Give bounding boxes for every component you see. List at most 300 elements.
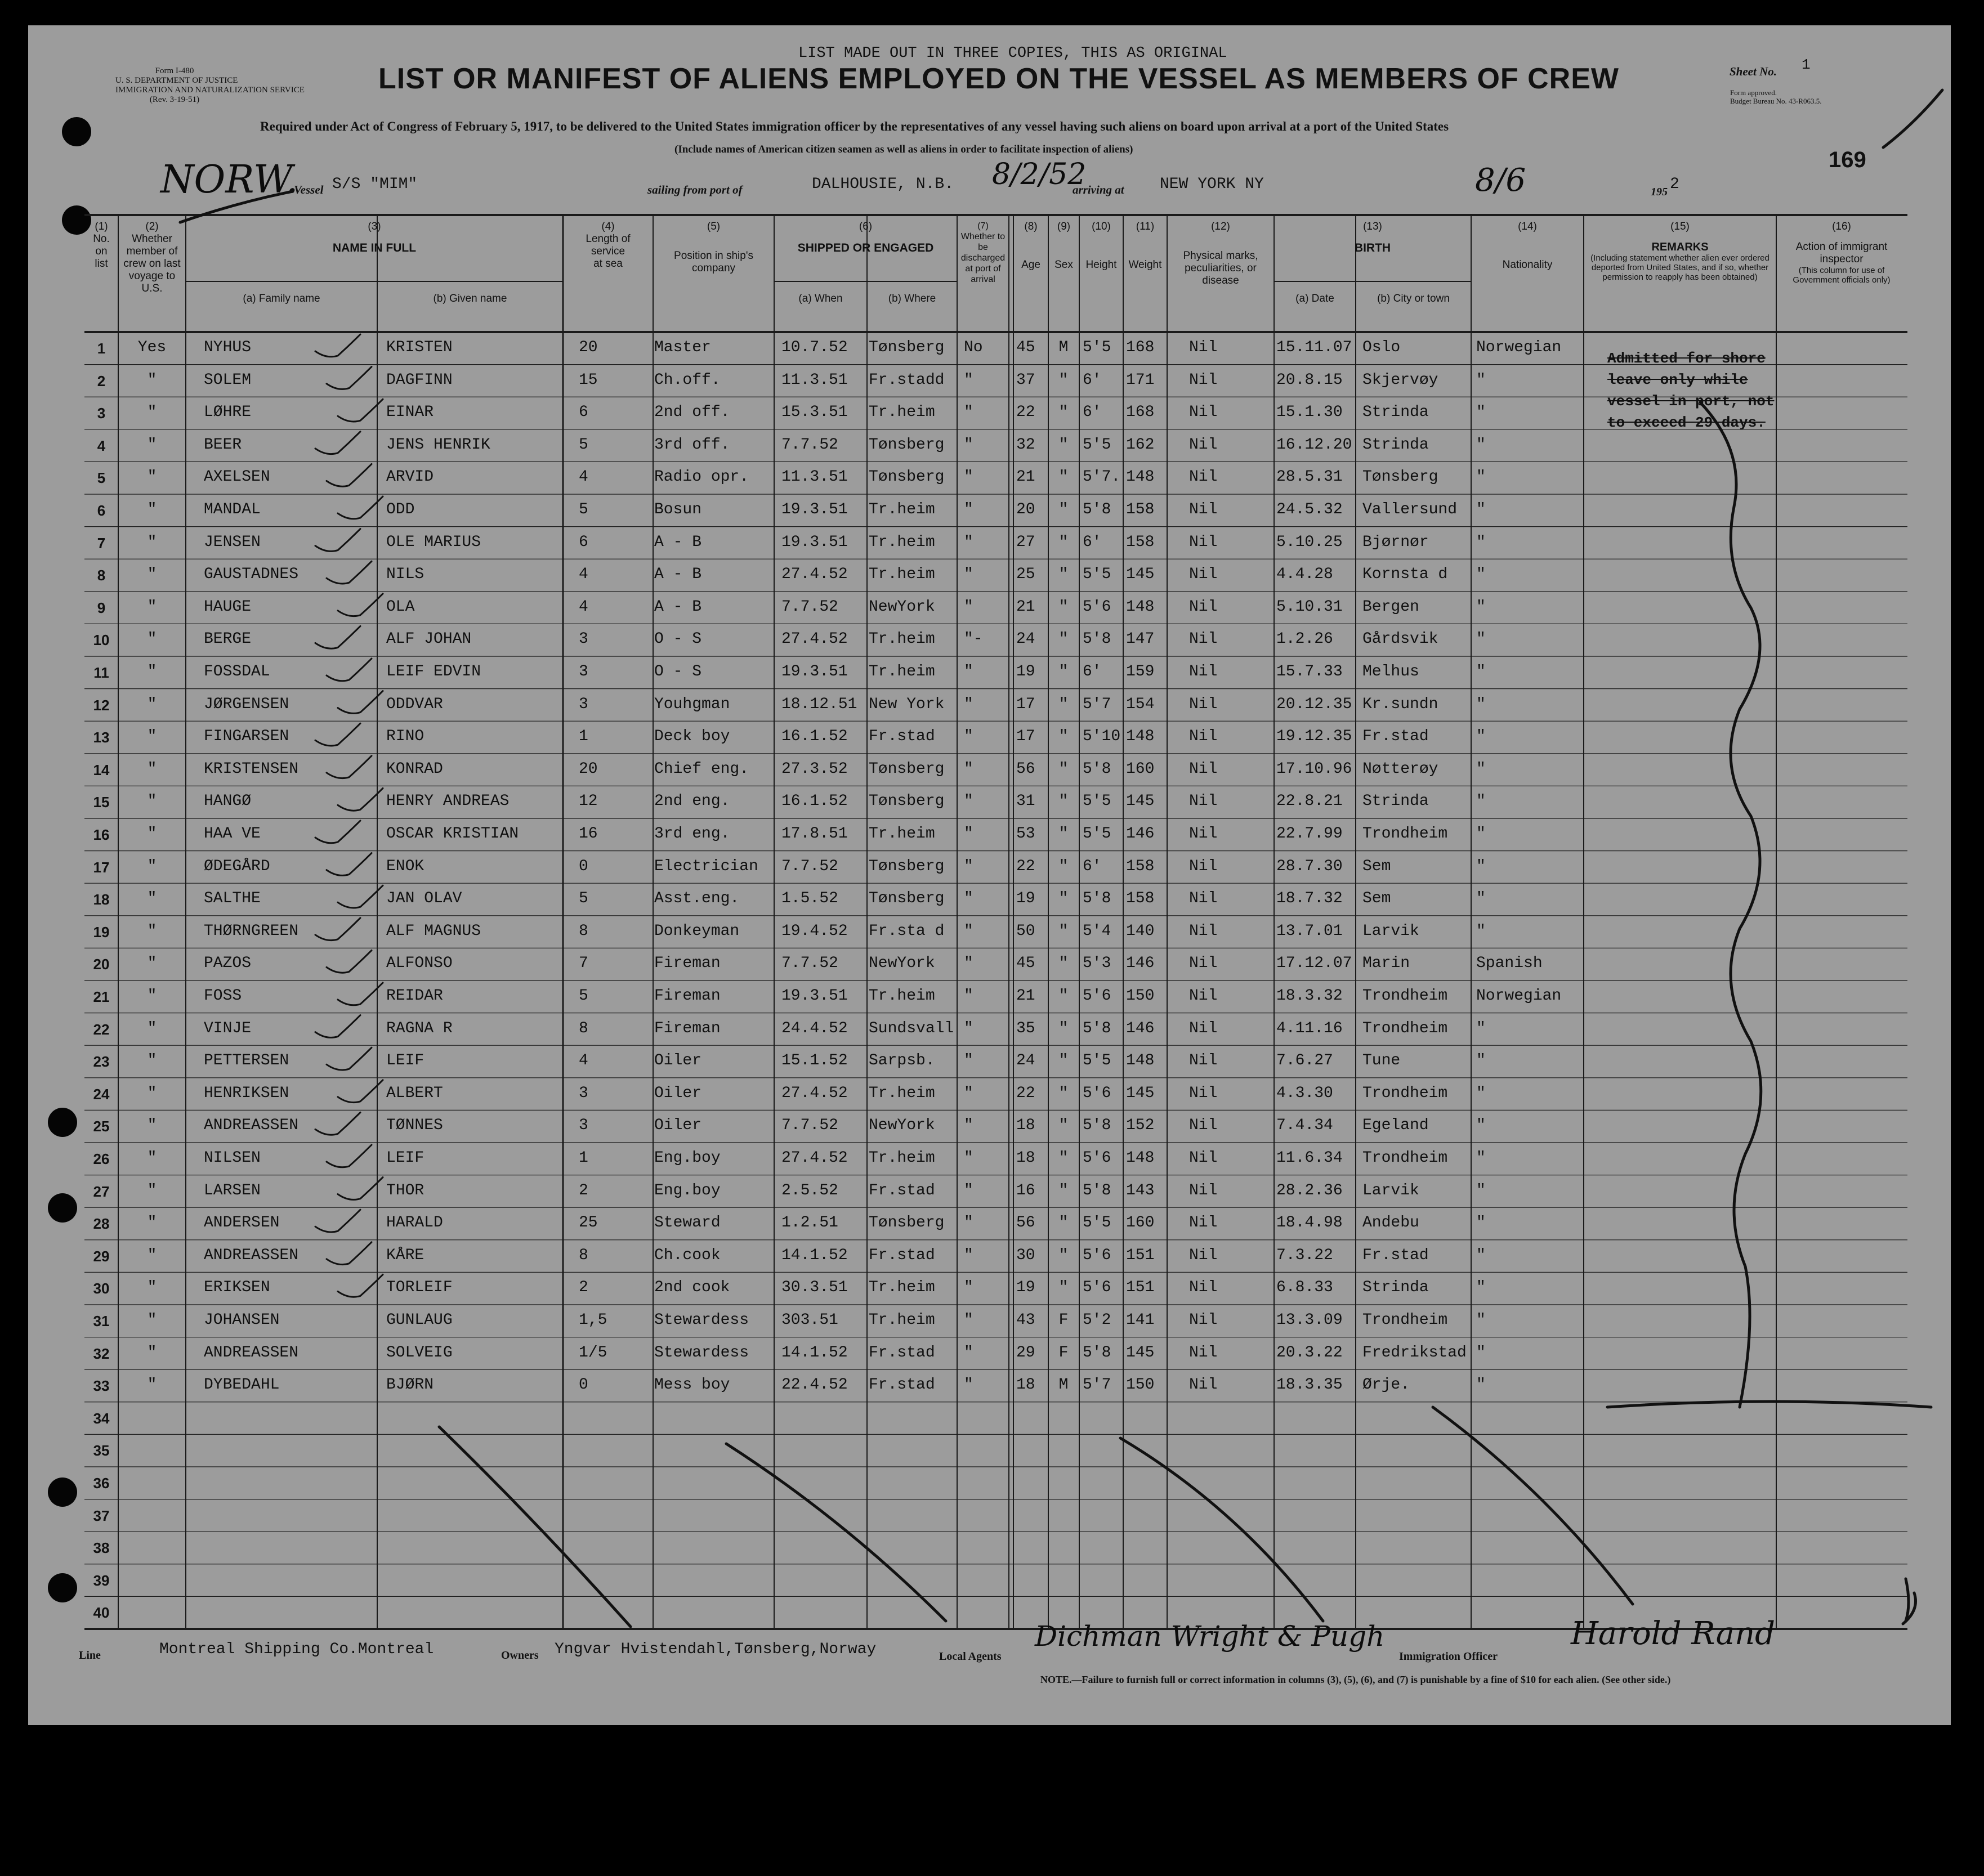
weight: 151 <box>1126 1246 1155 1264</box>
row-number: 2 <box>97 372 106 389</box>
shipped-when: 18.12.51 <box>781 695 857 713</box>
shipped-when: 1.2.51 <box>781 1214 838 1232</box>
crew-last-voyage: " <box>147 1246 157 1264</box>
discharge-flag: " <box>964 1019 973 1037</box>
given-name: ENOK <box>386 857 424 875</box>
row-number: 16 <box>93 826 110 843</box>
sailing-label: sailing from port of <box>647 183 743 196</box>
discharge-flag: " <box>964 1279 973 1297</box>
nationality: " <box>1476 501 1486 518</box>
nationality: " <box>1476 404 1486 422</box>
approval-line: Budget Bureau No. 43-R063.5. <box>1730 97 1822 105</box>
physical-marks: Nil <box>1189 663 1218 680</box>
shipped-when: 19.3.51 <box>781 501 848 518</box>
shipped-when: 14.1.52 <box>781 1344 848 1362</box>
weight: 148 <box>1126 1052 1155 1070</box>
row-number: 27 <box>93 1183 110 1200</box>
age: 25 <box>1016 566 1035 584</box>
shipped-when: 19.3.51 <box>781 987 848 1005</box>
sex: " <box>1058 793 1069 811</box>
discharge-flag: " <box>964 857 973 875</box>
birth-place: Bergen <box>1362 598 1419 616</box>
height: 5'10 <box>1083 728 1121 746</box>
birth-place: Strinda <box>1362 436 1429 454</box>
birth-date: 28.2.36 <box>1276 1181 1343 1199</box>
row-number: 7 <box>97 534 106 552</box>
given-name: NILS <box>386 566 424 584</box>
crew-last-voyage: " <box>147 1019 157 1037</box>
sex: " <box>1058 598 1069 616</box>
weight: 143 <box>1126 1181 1155 1199</box>
weight: 158 <box>1126 857 1155 875</box>
position: Ch.cook <box>654 1246 721 1264</box>
discharge-flag: " <box>964 1376 973 1394</box>
physical-marks: Nil <box>1189 857 1218 875</box>
sex: " <box>1058 1149 1069 1167</box>
nationality: " <box>1476 1117 1486 1135</box>
col-label: Sex <box>1054 259 1073 271</box>
position: Eng.boy <box>654 1181 721 1199</box>
family-name: ANDREASSEN <box>204 1246 299 1264</box>
nationality: " <box>1476 1376 1486 1394</box>
height: 6' <box>1083 533 1102 551</box>
weight: 160 <box>1126 1214 1155 1232</box>
shipped-when: 11.3.51 <box>781 371 848 389</box>
sex: " <box>1058 922 1069 940</box>
shipped-when: 15.3.51 <box>781 404 848 422</box>
weight: 158 <box>1126 501 1155 518</box>
family-name: FINGARSEN <box>204 728 289 746</box>
nationality: " <box>1476 1214 1486 1232</box>
sex: " <box>1058 1117 1069 1135</box>
family-name: JOHANSEN <box>204 1311 280 1329</box>
crew-last-voyage: " <box>147 533 157 551</box>
discharge-flag: " <box>964 695 973 713</box>
col-number: (4) <box>601 221 615 232</box>
sea-service: 1/5 <box>579 1344 607 1362</box>
birth-place: Kr.sundn <box>1362 695 1438 713</box>
row-number: 32 <box>93 1345 110 1362</box>
nationality: " <box>1476 793 1486 811</box>
crew-last-voyage: " <box>147 371 157 389</box>
crew-last-voyage: " <box>147 468 157 486</box>
col-number: (12) <box>1211 221 1230 232</box>
row-number: 25 <box>93 1118 110 1135</box>
age: 37 <box>1016 371 1035 389</box>
discharge-flag: " <box>964 987 973 1005</box>
given-name: BJØRN <box>386 1376 434 1394</box>
nationality: " <box>1476 371 1486 389</box>
check-mark <box>315 918 360 941</box>
age: 32 <box>1016 436 1035 454</box>
row-number: 13 <box>93 729 110 746</box>
shipped-where: Tr.heim <box>869 663 935 680</box>
shipped-where: Fr.stad <box>869 1246 935 1264</box>
birth-place: Trondheim <box>1362 987 1448 1005</box>
discharge-flag: " <box>964 1052 973 1070</box>
family-name: BERGE <box>204 630 252 648</box>
age: 56 <box>1016 1214 1035 1232</box>
physical-marks: Nil <box>1189 1311 1218 1329</box>
sex: " <box>1058 501 1069 518</box>
weight: 150 <box>1126 987 1155 1005</box>
shipped-where: Tr.heim <box>869 533 935 551</box>
nationality: " <box>1476 1246 1486 1264</box>
check-mark <box>315 1112 360 1135</box>
height: 5'6 <box>1083 1246 1111 1264</box>
birth-place: Trondheim <box>1362 825 1448 843</box>
sex: " <box>1058 825 1069 843</box>
family-name: ANDERSEN <box>204 1214 280 1232</box>
nationality: " <box>1476 436 1486 454</box>
physical-marks: Nil <box>1189 1019 1218 1037</box>
crew-last-voyage: " <box>147 630 157 648</box>
family-name: SOLEM <box>204 371 252 389</box>
check-mark <box>338 496 383 519</box>
sea-service: 8 <box>579 1019 588 1037</box>
agents-label: Local Agents <box>939 1650 1002 1663</box>
crew-last-voyage: " <box>147 695 157 713</box>
birth-place: Strinda <box>1362 793 1429 811</box>
row-number: 33 <box>93 1377 110 1395</box>
height: 5'3 <box>1083 955 1111 973</box>
sheet-label: Sheet No. <box>1730 65 1777 78</box>
position: 3rd eng. <box>654 825 730 843</box>
birth-date: 15.1.30 <box>1276 404 1343 422</box>
row-number: 19 <box>93 923 110 941</box>
row-number: 21 <box>93 988 110 1005</box>
family-name: KRISTENSEN <box>204 760 299 778</box>
discharge-flag: " <box>964 1246 973 1264</box>
height: 5'8 <box>1083 1019 1111 1037</box>
position: Steward <box>654 1214 721 1232</box>
col-number: (3) <box>368 221 381 232</box>
sheet-corner-slash <box>1883 90 1942 147</box>
crew-last-voyage: " <box>147 436 157 454</box>
sea-service: 6 <box>579 533 588 551</box>
family-name: AXELSEN <box>204 468 270 486</box>
birth-date: 28.5.31 <box>1276 468 1343 486</box>
sex: " <box>1058 371 1069 389</box>
position: Bosun <box>654 501 702 518</box>
birth-place: Egeland <box>1362 1117 1429 1135</box>
height: 5'5 <box>1083 793 1111 811</box>
height: 5'5 <box>1083 1214 1111 1232</box>
birth-place: Trondheim <box>1362 1019 1448 1037</box>
family-name: MANDAL <box>204 501 261 518</box>
age: 50 <box>1016 922 1035 940</box>
physical-marks: Nil <box>1189 1344 1218 1362</box>
birth-date: 7.6.27 <box>1276 1052 1333 1070</box>
year-prefix: 195 <box>1651 186 1668 198</box>
birth-date: 18.4.98 <box>1276 1214 1343 1232</box>
shipped-where: Sarpsb. <box>869 1052 935 1070</box>
crew-last-voyage: " <box>147 1279 157 1297</box>
birth-date: 7.3.22 <box>1276 1246 1333 1264</box>
crew-last-voyage: " <box>147 1344 157 1362</box>
birth-date: 16.12.20 <box>1276 436 1352 454</box>
given-name: ALBERT <box>386 1084 443 1102</box>
given-name: JAN OLAV <box>386 890 462 908</box>
shipped-when: 11.3.51 <box>781 468 848 486</box>
shipped-when: 19.3.51 <box>781 533 848 551</box>
age: 21 <box>1016 468 1035 486</box>
position: Fireman <box>654 987 721 1005</box>
given-name: OLE MARIUS <box>386 533 481 551</box>
weight: 159 <box>1126 663 1155 680</box>
position: Oiler <box>654 1052 702 1070</box>
given-name: ALF MAGNUS <box>386 922 481 940</box>
height: 5'5 <box>1083 436 1111 454</box>
birth-place: Sem <box>1362 857 1391 875</box>
service-name: IMMIGRATION AND NATURALIZATION SERVICE <box>115 86 305 95</box>
age: 29 <box>1016 1344 1035 1362</box>
sex: M <box>1058 339 1069 356</box>
sex: " <box>1058 1181 1069 1199</box>
sex: " <box>1058 1084 1069 1102</box>
crew-last-voyage: " <box>147 598 157 616</box>
crew-last-voyage: " <box>147 922 157 940</box>
row-number: 28 <box>93 1215 110 1233</box>
birth-place: Strinda <box>1362 1279 1429 1297</box>
family-name: FOSS <box>204 987 242 1005</box>
physical-marks: Nil <box>1189 695 1218 713</box>
height: 5'8 <box>1083 1181 1111 1199</box>
position: 2nd cook <box>654 1279 730 1297</box>
family-name: HAA VE <box>204 825 261 843</box>
col-number: (14) <box>1518 221 1537 232</box>
weight: 158 <box>1126 533 1155 551</box>
check-mark <box>315 626 360 648</box>
given-name: HARALD <box>386 1214 443 1232</box>
birth-place: Fr.stad <box>1362 1246 1429 1264</box>
col-number: (5) <box>707 221 721 232</box>
nationality: " <box>1476 922 1486 940</box>
vessel-name: S/S "MIM" <box>332 176 418 193</box>
discharge-flag: " <box>964 793 973 811</box>
col-label: Position in ship's company <box>674 250 753 274</box>
position: Youhgman <box>654 695 730 713</box>
position: Oiler <box>654 1117 702 1135</box>
family-name: THØRNGREEN <box>204 922 299 940</box>
given-name: REIDAR <box>386 987 443 1005</box>
check-marks <box>315 334 383 1297</box>
height: 5'6 <box>1083 1279 1111 1297</box>
discharge-flag: "- <box>964 630 983 648</box>
given-name: JENS HENRIK <box>386 436 490 454</box>
weight: 154 <box>1126 695 1155 713</box>
shipped-where: Tr.heim <box>869 501 935 518</box>
height: 5'6 <box>1083 987 1111 1005</box>
birth-place: Andebu <box>1362 1214 1419 1232</box>
col-label: BIRTH <box>1354 241 1391 254</box>
family-name: LARSEN <box>204 1181 261 1199</box>
sex: " <box>1058 760 1069 778</box>
height: 5'6 <box>1083 1084 1111 1102</box>
sea-service: 4 <box>579 1052 588 1070</box>
shipped-where: Tønsberg <box>869 760 945 778</box>
physical-marks: Nil <box>1189 1117 1218 1135</box>
birth-place: Gårdsvik <box>1362 630 1438 648</box>
height: 5'8 <box>1083 760 1111 778</box>
row-number: 3 <box>97 405 106 422</box>
position: A - B <box>654 566 702 584</box>
age: 43 <box>1016 1311 1035 1329</box>
remarks-end-line <box>1607 1402 1931 1407</box>
shipped-where: Tr.heim <box>869 1084 935 1102</box>
height: 5'7 <box>1083 1376 1111 1394</box>
arriving-port: NEW YORK NY <box>1160 176 1264 193</box>
height: 5'8 <box>1083 1117 1111 1135</box>
row-number: 15 <box>93 794 110 811</box>
crew-last-voyage: " <box>147 663 157 680</box>
shipped-when: 19.3.51 <box>781 663 848 680</box>
sea-service: 20 <box>579 760 598 778</box>
physical-marks: Nil <box>1189 793 1218 811</box>
row-number: 18 <box>93 891 110 908</box>
height: 5'8 <box>1083 1344 1111 1362</box>
crew-last-voyage: " <box>147 825 157 843</box>
discharge-flag: " <box>964 1181 973 1199</box>
age: 17 <box>1016 728 1035 746</box>
position: Stewardess <box>654 1311 749 1329</box>
vessel-label: Vessel <box>294 183 324 196</box>
given-name: RAGNA R <box>386 1019 453 1037</box>
nationality: " <box>1476 1181 1486 1199</box>
empty-row-number: 36 <box>93 1475 110 1492</box>
shipped-where: Sundsvall <box>869 1019 954 1037</box>
physical-marks: Nil <box>1189 1214 1218 1232</box>
arriving-label: arriving at <box>1073 183 1124 196</box>
check-mark <box>327 659 372 681</box>
weight: 148 <box>1126 598 1155 616</box>
sheet-number: 1 <box>1802 56 1811 73</box>
check-mark <box>338 788 383 811</box>
check-mark <box>338 399 383 422</box>
physical-marks: Nil <box>1189 825 1218 843</box>
age: 17 <box>1016 695 1035 713</box>
nationality: " <box>1476 890 1486 908</box>
cancel-slash-2 <box>726 1444 946 1621</box>
shipped-when: 7.7.52 <box>781 1117 838 1135</box>
col-label: Weight <box>1128 259 1162 271</box>
crew-last-voyage: " <box>147 1214 157 1232</box>
position: Deck boy <box>654 728 730 746</box>
discharge-flag: " <box>964 760 973 778</box>
shipped-where: NewYork <box>869 1117 935 1135</box>
shipped-when: 27.4.52 <box>781 1084 848 1102</box>
position: Stewardess <box>654 1344 749 1362</box>
weight: 168 <box>1126 404 1155 422</box>
weight: 141 <box>1126 1311 1155 1329</box>
row-number: 24 <box>93 1085 110 1103</box>
row-number: 31 <box>93 1313 110 1329</box>
col-label: NAME IN FULL <box>332 241 417 254</box>
shipped-when: 10.7.52 <box>781 339 848 356</box>
position: Electrician <box>654 857 758 875</box>
nationality: " <box>1476 825 1486 843</box>
given-name: LEIF <box>386 1149 424 1167</box>
owners-value: Yngvar Hvistendahl,Tønsberg,Norway <box>555 1641 877 1658</box>
age: 18 <box>1016 1376 1035 1394</box>
col-number: (9) <box>1057 221 1071 232</box>
row-number: 26 <box>93 1150 110 1167</box>
family-name: BEER <box>204 436 242 454</box>
check-mark <box>327 561 372 584</box>
given-name: ARVID <box>386 468 434 486</box>
birth-date: 15.11.07 <box>1276 339 1352 356</box>
col-label: SHIPPED OR ENGAGED <box>797 241 934 254</box>
crew-last-voyage: " <box>147 501 157 518</box>
nationality: " <box>1476 566 1486 584</box>
birth-place: Ørje. <box>1362 1376 1410 1394</box>
sex: " <box>1058 1279 1069 1297</box>
weight: 146 <box>1126 825 1155 843</box>
physical-marks: Nil <box>1189 922 1218 940</box>
discharge-flag: " <box>964 1149 973 1167</box>
crew-last-voyage: " <box>147 890 157 908</box>
birth-place: Fr.stad <box>1362 728 1429 746</box>
sex: " <box>1058 566 1069 584</box>
shipped-where: Tr.heim <box>869 1311 935 1329</box>
crew-last-voyage: " <box>147 1181 157 1199</box>
col-number: (2) <box>145 221 159 232</box>
weight: 171 <box>1126 371 1155 389</box>
sea-service: 1 <box>579 1149 588 1167</box>
nationality: Norwegian <box>1476 339 1562 356</box>
weight: 148 <box>1126 1149 1155 1167</box>
physical-marks: Nil <box>1189 1279 1218 1297</box>
sex: " <box>1058 955 1069 973</box>
cancel-slash-1 <box>439 1427 631 1627</box>
page-title: LIST OR MANIFEST OF ALIENS EMPLOYED ON THE VESSEL AS MEMBERS OF CREW <box>378 62 1619 95</box>
height: 5'5 <box>1083 339 1111 356</box>
birth-date: 18.3.35 <box>1276 1376 1343 1394</box>
discharge-flag: " <box>964 890 973 908</box>
birth-place: Sem <box>1362 890 1391 908</box>
shipped-when: 19.4.52 <box>781 922 848 940</box>
sex: F <box>1058 1344 1069 1362</box>
shipped-where: Tønsberg <box>869 890 945 908</box>
family-name: SALTHE <box>204 890 261 908</box>
check-mark <box>327 853 372 876</box>
position: Mess boy <box>654 1376 730 1394</box>
discharge-flag: " <box>964 955 973 973</box>
height: 5'8 <box>1083 501 1111 518</box>
shipped-where: Tønsberg <box>869 436 945 454</box>
nationality: " <box>1476 695 1486 713</box>
owners-label: Owners <box>501 1649 539 1662</box>
given-name: OSCAR KRISTIAN <box>386 825 519 843</box>
check-mark <box>315 821 360 843</box>
position: Ch.off. <box>654 371 721 389</box>
height: 5'6 <box>1083 1149 1111 1167</box>
sea-service: 6 <box>579 404 588 422</box>
sex: " <box>1058 857 1069 875</box>
sea-service: 3 <box>579 1084 588 1102</box>
nationality: " <box>1476 1279 1486 1297</box>
position: Eng.boy <box>654 1149 721 1167</box>
shipped-when: 1.5.52 <box>781 890 838 908</box>
row-number: 9 <box>97 599 106 616</box>
shipped-when: 14.1.52 <box>781 1246 848 1264</box>
shipped-when: 7.7.52 <box>781 598 838 616</box>
age: 27 <box>1016 533 1035 551</box>
position: Asst.eng. <box>654 890 740 908</box>
birth-date: 24.5.32 <box>1276 501 1343 518</box>
sailing-date: 8/2/52 <box>992 158 1087 191</box>
sea-service: 0 <box>579 1376 588 1394</box>
